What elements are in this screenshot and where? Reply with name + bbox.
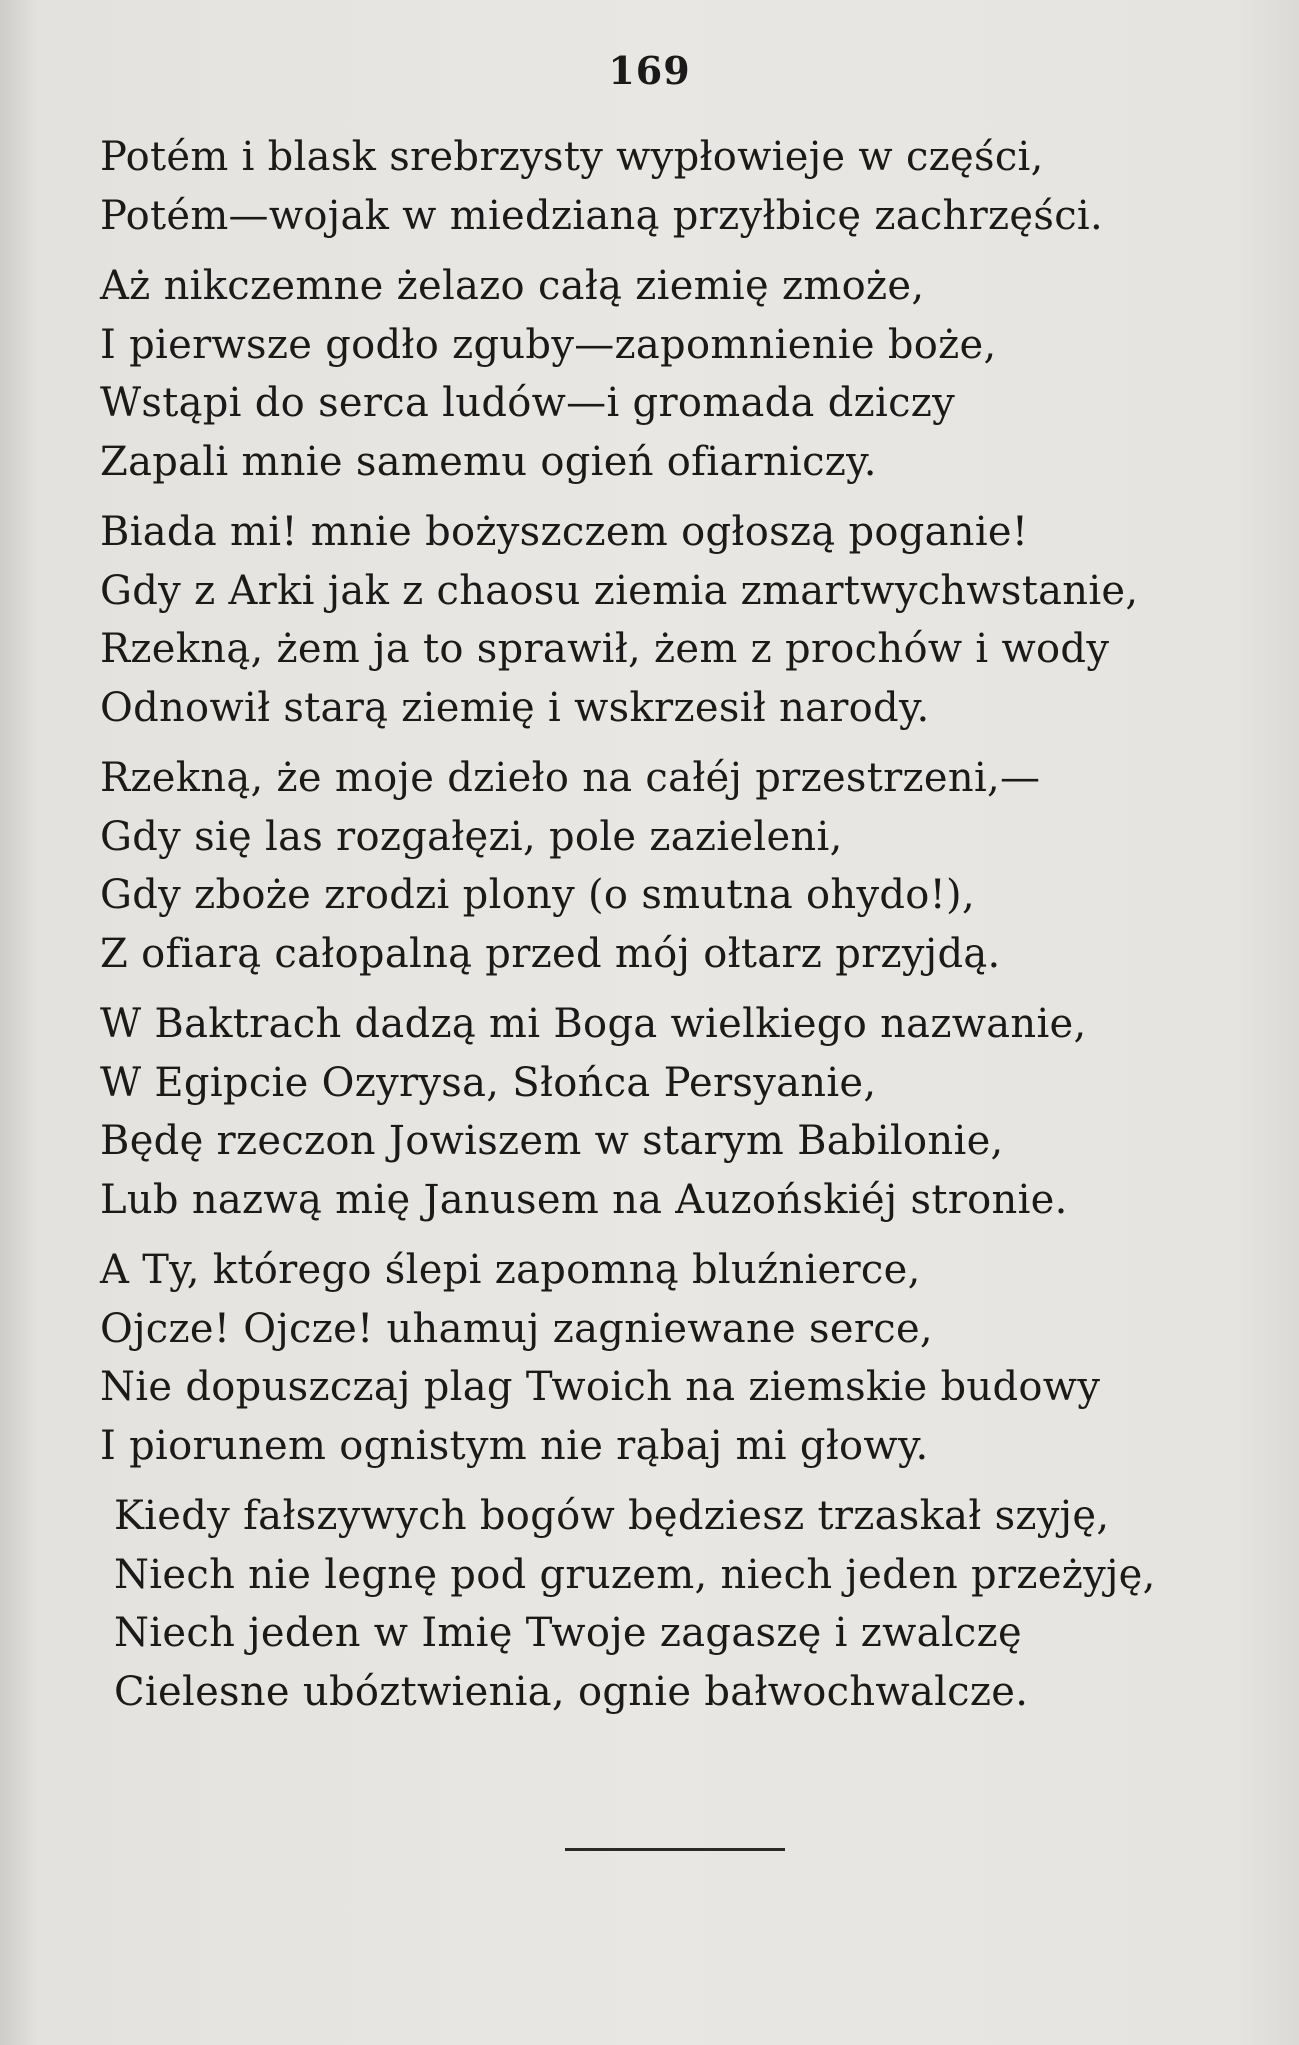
verse-line: W Baktrach dadzą mi Boga wielkiego nazwanie,: [100, 1001, 1087, 1047]
stanza: [100, 128, 1230, 245]
verse-line: Gdy z Arki jak z chaosu ziemia zmartwychwstanie,: [100, 567, 1139, 614]
verse-line: Wstąpi do serca ludów—i gromada dziczy: [100, 380, 956, 426]
verse-line: Odnowił starą ziemię i wskrzesił narody.: [100, 684, 930, 731]
verse-line: Potém i blask srebrzysty wypłowieje w części,: [100, 134, 1044, 180]
stanza: [100, 995, 1230, 1229]
verse-line: Biada mi! mnie bożyszczem ogłoszą poganie!: [100, 509, 1029, 555]
verse-line: Rzekną, że moje dzieło na całéj przestrzeni,—: [100, 755, 1041, 801]
verse-line: Potém—wojak w miedzianą przyłbicę zachrzęści.: [100, 192, 1104, 239]
verse-line: W Egipcie Ozyrysa, Słońca Persyanie,: [100, 1059, 877, 1106]
verse-line: I piorunem ognistym nie rąbaj mi głowy.: [100, 1422, 929, 1469]
verse-line: Zapali mnie samemu ogień ofiarniczy.: [100, 438, 877, 485]
verse-line: Rzekną, żem ja to sprawił, żem z prochów i wody: [100, 626, 1110, 672]
stanza: [100, 1487, 1230, 1721]
verse-line: Gdy zboże zrodzi plony (o smutna ohydo!),: [100, 872, 975, 918]
verse-line: A Ty, którego ślepi zapomną bluźnierce,: [100, 1247, 921, 1293]
poem-body: [100, 128, 1230, 1733]
verse-line: Nie dopuszczaj plag Twoich na ziemskie budowy: [100, 1364, 1101, 1410]
verse-line: Ojcze! Ojcze! uhamuj zagniewane serce,: [100, 1305, 933, 1352]
stanza: [100, 257, 1230, 491]
verse-line: Z ofiarą całopalną przed mój ołtarz przyjdą.: [100, 930, 1001, 977]
verse-line: Niech jeden w Imię Twoje zagaszę i zwalczę: [114, 1610, 1022, 1656]
verse-line: Cielesne ubóztwienia, ognie bałwochwalcze.: [114, 1668, 1029, 1715]
verse-line: I pierwsze godło zguby—zapomnienie boże,: [100, 321, 997, 368]
verse-line: Niech nie legnę pod gruzem, niech jeden przeżyję,: [114, 1551, 1156, 1598]
verse-line: Gdy się las rozgałęzi, pole zazieleni,: [100, 813, 843, 860]
stanza: [100, 1241, 1230, 1475]
verse-line: Będę rzeczon Jowiszem w starym Babilonie,: [100, 1118, 1004, 1164]
verse-line: Lub nazwą mię Janusem na Auzońskiéj stronie.: [100, 1176, 1068, 1223]
stanza: [100, 503, 1230, 737]
end-of-poem-rule: [565, 1848, 785, 1851]
stanza: [100, 749, 1230, 983]
verse-line: Aż nikczemne żelazo całą ziemię zmoże,: [100, 263, 925, 309]
page-number: 169: [608, 48, 691, 93]
verse-line: Kiedy fałszywych bogów będziesz trzaskał szyję,: [114, 1493, 1110, 1539]
